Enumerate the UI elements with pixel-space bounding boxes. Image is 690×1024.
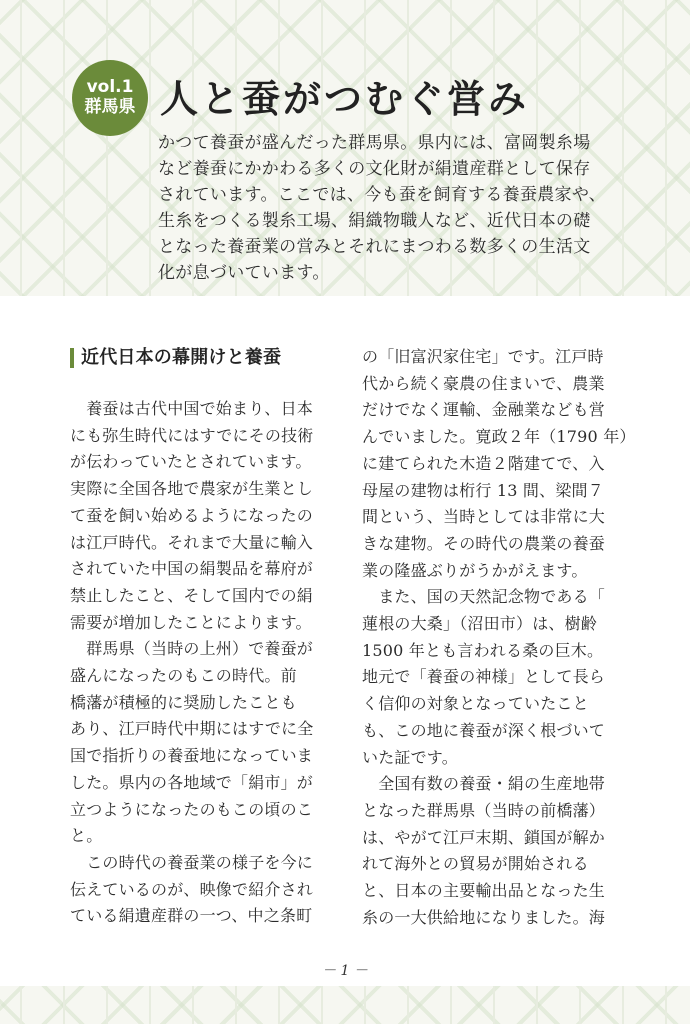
page-number: － 1 － xyxy=(322,963,368,979)
text-line: 群馬県（当時の上州）で養蚕が xyxy=(70,639,314,659)
text-line: が伝わっていたとされています。 xyxy=(70,452,312,472)
section-heading xyxy=(70,344,336,372)
lead-line: となった養蚕業の営みとそれにまつわる数多くの生活文 xyxy=(158,237,591,257)
text-line: んでいました。寛政２年（1790 年） xyxy=(362,427,636,447)
text-line: 糸の一大供給地になりました。海 xyxy=(362,907,606,927)
text-line: 地元で「養蚕の神様」として長ら xyxy=(362,667,606,687)
text-line: 業の隆盛ぶりがうかがえます。 xyxy=(362,560,588,580)
text-line: の「旧富沢家住宅」です。江戸時 xyxy=(362,347,604,366)
text-line: にも弥生時代にはすでにその技術 xyxy=(70,425,314,445)
text-line: 母屋の建物は桁行 13 間、梁間７ xyxy=(362,480,604,500)
page-title: 人と蚕がつむぐ営み xyxy=(160,76,530,121)
lead-line: など養蚕にかかわる多くの文化財が絹遺産群として保存 xyxy=(158,159,591,179)
text-line: となった群馬県（当時の前橋藩） xyxy=(362,800,606,820)
text-line: 伝えているのが、映像で紹介され xyxy=(70,879,314,899)
text-line: 間という、当時としては非常に大 xyxy=(362,507,606,527)
text-line: と、日本の主要輸出品となった生 xyxy=(362,881,606,901)
text-line: 代から続く豪農の住まいで、農業 xyxy=(362,373,605,393)
volume-number: vol.1 xyxy=(86,77,134,98)
text-line: されていた中国の絹製品を幕府が xyxy=(70,559,314,579)
text-line: 需要が増加したことによります。 xyxy=(70,612,312,632)
text-line: は江戸時代。それまで大量に輸入 xyxy=(70,532,314,552)
text-line: は、やがて江戸末期、鎖国が解か xyxy=(362,827,606,847)
text-line: あり、江戸時代中期にはすでに全 xyxy=(70,719,314,739)
lead-paragraph xyxy=(158,130,628,286)
volume-badge xyxy=(72,60,148,136)
prefecture-label: 群馬県 xyxy=(84,97,136,117)
text-line: また、国の天然記念物である「 xyxy=(362,587,606,607)
heading-accent-bar xyxy=(70,348,74,368)
text-line: ている絹遺産群の一つ、中之条町 xyxy=(70,906,313,926)
left-text-column xyxy=(70,344,336,930)
text-line: 禁止したこと、そして国内での絹 xyxy=(70,585,314,605)
text-line: 実際に全国各地で農家が生業とし xyxy=(70,479,314,499)
text-line: 橋藩が積極的に奨励したことも xyxy=(70,692,297,712)
text-line: も、この地に養蚕が深く根づいて xyxy=(362,720,606,740)
text-line: いた証です。 xyxy=(362,747,458,767)
right-text-column xyxy=(362,344,636,931)
text-line: て蚕を飼い始めるようになったの xyxy=(70,505,314,525)
text-line: した。県内の各地域で「絹市」が xyxy=(70,772,314,792)
text-line: 立つようになったのもこの頃のこ xyxy=(70,799,314,819)
text-line: この時代の養蚕業の様子を今に xyxy=(70,852,314,872)
footer-pattern-background xyxy=(0,986,690,1024)
text-line: きな建物。その時代の農業の養蚕 xyxy=(362,533,606,553)
lead-line: されています。ここでは、今も蚕を飼育する養蚕農家や、 xyxy=(158,185,607,205)
text-line: 1500 年とも言われる桑の巨木。 xyxy=(362,640,604,660)
text-line: と。 xyxy=(70,826,103,846)
text-line: 養蚕は古代中国で始まり、日本 xyxy=(70,399,314,418)
lead-line: 生糸をつくる製糸工場、絹織物職人など、近代日本の礎 xyxy=(158,211,591,231)
text-line: 盛んになったのもこの時代。前 xyxy=(70,666,297,686)
text-line: 蓮根の大桑」（沼田市）は、樹齢 xyxy=(362,614,598,634)
text-line: だけでなく運輸、金融業なども営 xyxy=(362,400,606,420)
text-line: に建てられた木造２階建てで、入 xyxy=(362,453,605,473)
lead-line: かつて養蚕が盛んだった群馬県。県内には、富岡製糸場 xyxy=(158,133,591,153)
section-heading-text: 近代日本の幕開けと養蚕 xyxy=(81,346,282,368)
text-line: 国で指折りの養蚕地になっていま xyxy=(70,746,314,766)
lead-line: 化が息づいています。 xyxy=(158,263,330,283)
text-line: れて海外との貿易が開始される xyxy=(362,854,589,874)
text-line: 全国有数の養蚕・絹の生産地帯 xyxy=(362,774,606,794)
text-line: く信仰の対象となっていたこと xyxy=(362,694,589,714)
